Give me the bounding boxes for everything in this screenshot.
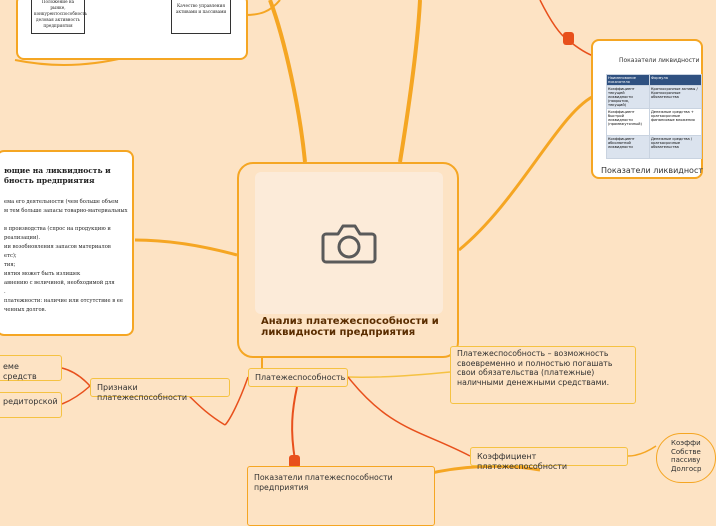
node-solvency-definition[interactable]: Платежеспособность – возможность своевременно и полностью погашать свои обязательства (платежные) наличными денежными средствами. xyxy=(450,346,636,404)
node-sign-1[interactable]: еме средств xyxy=(0,355,62,381)
top-card[interactable] xyxy=(16,0,248,60)
right-card-title: Показатели ликвидности xyxy=(619,57,700,64)
link-coefficient-formula xyxy=(628,446,656,456)
table-row xyxy=(607,136,702,159)
left-card-line: ии возобновления запасов материалов xyxy=(4,244,111,250)
liquidity-indicators-label: Показатели ликвидност xyxy=(601,166,704,175)
left-card-heading: ющие на ликвидность и бность предприятия xyxy=(4,166,111,185)
node-solvency-signs[interactable]: Признаки платежеспособности xyxy=(90,378,230,397)
right-card[interactable] xyxy=(591,39,703,179)
top-card-box-left xyxy=(31,0,88,34)
left-card-line xyxy=(4,216,130,225)
left-card-line: иятия может быть излишек xyxy=(4,271,81,277)
left-card-line: ченных долгов. xyxy=(4,307,47,313)
left-card-line: . xyxy=(4,289,6,295)
left-card-line: тия; xyxy=(4,262,16,268)
branch-top-left xyxy=(270,0,305,162)
table-row xyxy=(607,109,702,136)
table-cell: Коэффициент быстрой ликвидности (промежуточный) xyxy=(607,109,650,136)
top-card-box-right xyxy=(171,0,231,34)
liquidity-table xyxy=(606,74,702,159)
table-cell: Денежные средства / краткосрочные обязательства xyxy=(650,136,702,159)
node-coefficient-formula[interactable] xyxy=(656,433,716,483)
left-card-line: ема его деятельности (чем больше объем xyxy=(4,199,119,205)
link-solvency-definition xyxy=(348,372,450,377)
coefficient-formula-text: Коэффи Собстве пассиву Долгоср xyxy=(671,439,702,473)
top-card-box-left-text: Положение на рынке, конкурентоспособность деловая активность предприятия xyxy=(34,0,88,28)
left-card-line: в производства (спрос на продукцию и xyxy=(4,226,111,232)
left-card-line: авнению с величиной, необходимой для xyxy=(4,280,115,286)
left-card-line: платежности: наличие или отсутствие в ее xyxy=(4,298,123,304)
node-solvency-coefficient[interactable]: Коэффициент платежеспособности xyxy=(470,447,628,466)
collapse-handle-top[interactable] xyxy=(563,32,574,45)
left-card-line: м тем больше запасы товарно-материальных xyxy=(4,208,128,214)
central-topic[interactable] xyxy=(237,162,459,358)
branch-right-card xyxy=(459,95,596,250)
table-cell: Коэффициент текущей ликвидности (покрытия, текущий) xyxy=(607,86,650,109)
left-card-line: реализации). xyxy=(4,235,41,241)
table-cell: Коэффициент абсолютной ликвидности xyxy=(607,136,650,159)
table-cell: Денежные средства + краткосрочные финансовые вложения xyxy=(650,109,702,136)
left-card-line: етс); xyxy=(4,253,17,259)
branch-left-card xyxy=(135,240,237,255)
node-indicators-bottom[interactable]: Показатели платежеспособности предприятия xyxy=(247,466,435,526)
node-solvency[interactable]: Платежеспособность xyxy=(248,368,348,387)
node-sign-2[interactable]: редиторской xyxy=(0,392,62,418)
image-placeholder[interactable] xyxy=(255,172,443,314)
top-card-box-right-text: Качество управления активами и пассивами xyxy=(175,3,227,14)
link-signs-sign1 xyxy=(62,368,90,386)
table-header-formula: Формула xyxy=(650,75,702,86)
camera-icon xyxy=(320,220,378,266)
table-header-name: Наименование показателя xyxy=(607,75,650,86)
branch-top-right xyxy=(400,0,420,162)
link-solvency-handle xyxy=(292,387,297,460)
link-signs-sign2 xyxy=(62,386,90,404)
table-cell: Краткосрочные активы / Краткосрочные обязательства xyxy=(650,86,702,109)
central-title: Анализ платежеспособности и ликвидности предприятия xyxy=(261,316,439,338)
table-row xyxy=(607,86,702,109)
left-card[interactable] xyxy=(0,150,134,336)
left-card-body xyxy=(4,198,130,315)
